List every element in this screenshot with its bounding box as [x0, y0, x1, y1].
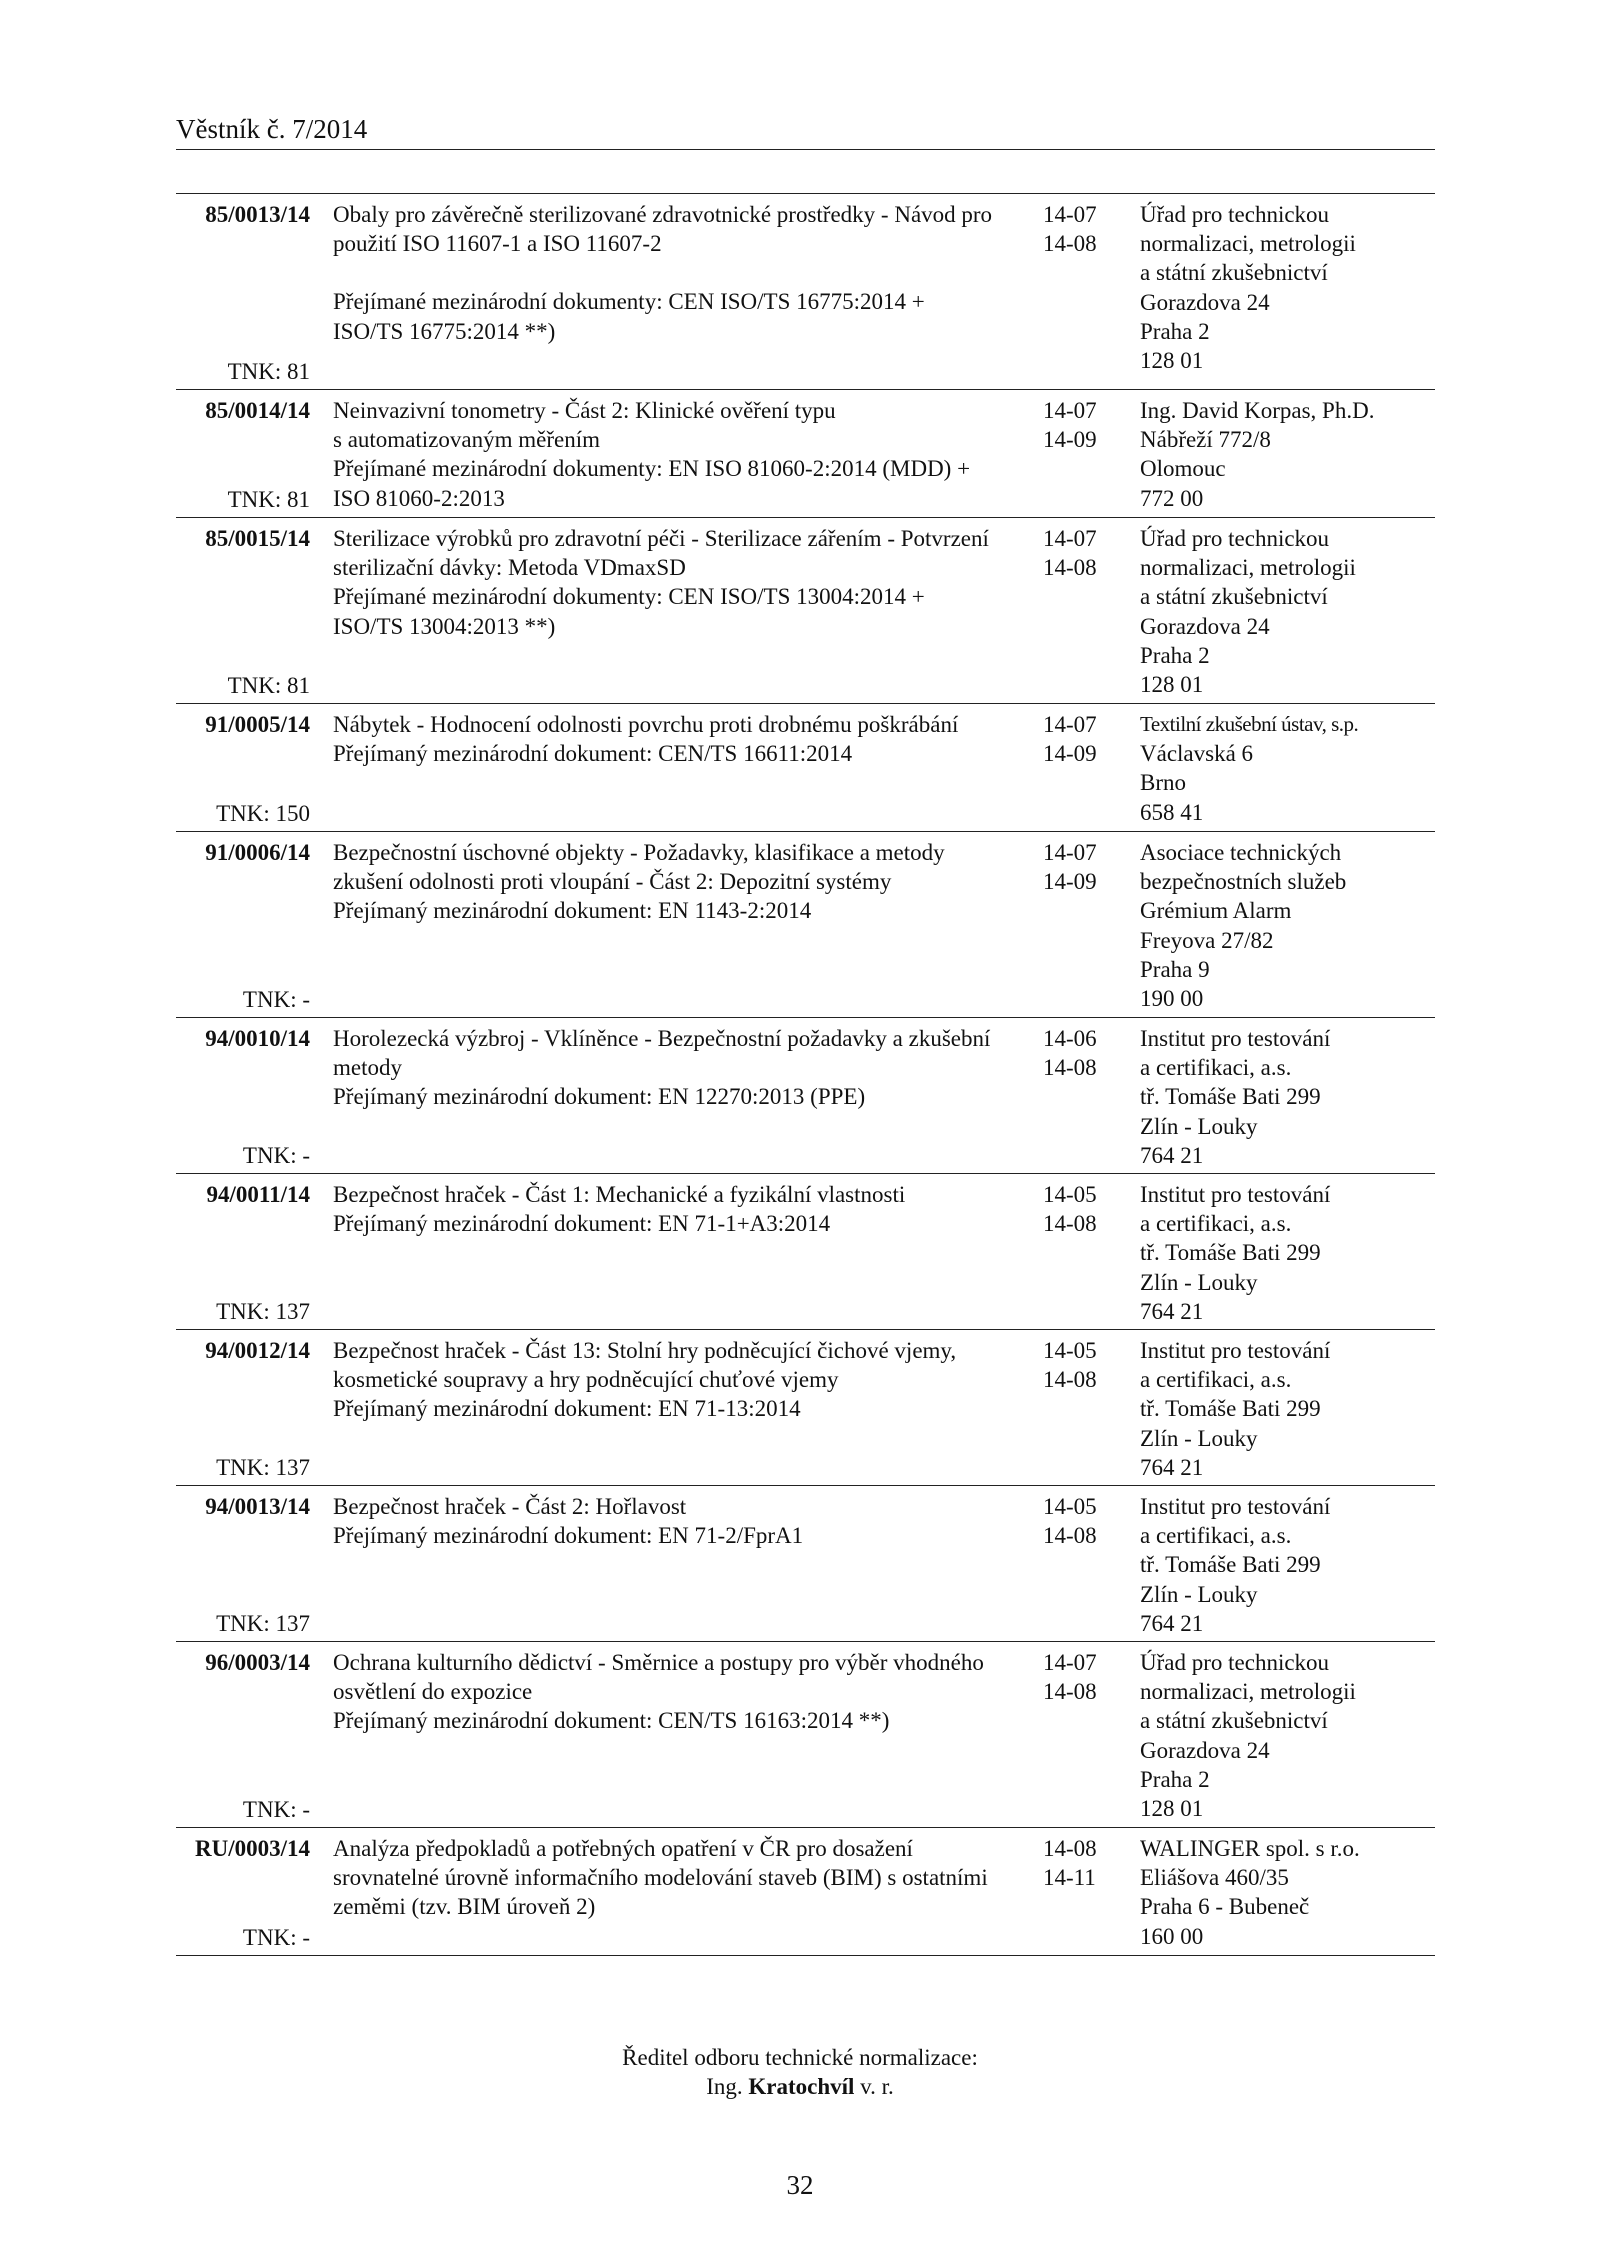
contact-line: Textilní zkušební ústav, s.p. [1140, 712, 1359, 736]
table-row [176, 704, 1435, 832]
id-cell [176, 396, 310, 514]
description-line: Horolezecká výzbroj - Vklíněnce - Bezpečnostní požadavky a zkušební [333, 1026, 991, 1051]
task-number: RU/0003/14 [195, 1836, 310, 1861]
date-line: 14-07 [1043, 712, 1097, 737]
contact-line: Institut pro testování [1140, 1338, 1331, 1363]
contact-line: Grémium Alarm [1140, 898, 1292, 924]
contact-line: Úřad pro technickou [1140, 526, 1330, 551]
date-line: 14-08 [1043, 1211, 1097, 1237]
description-cell [310, 396, 1038, 514]
description-line: zeměmi (tzv. BIM úroveň 2) [333, 1894, 596, 1920]
dates-cell [1038, 1024, 1136, 1170]
tnk-code: TNK: - [242, 986, 310, 1012]
contact-line: 128 01 [1140, 348, 1204, 374]
task-number: 96/0003/14 [205, 1650, 310, 1675]
table-row [176, 1174, 1435, 1330]
description-line: Neinvazivní tonometry - Část 2: Klinické ověření typu [333, 398, 836, 423]
contact-line: Praha 6 - Bubeneč [1140, 1894, 1310, 1920]
id-cell [176, 1834, 310, 1952]
id-cell [176, 200, 310, 386]
contact-cell [1136, 1180, 1435, 1326]
description-cell [310, 838, 1038, 1014]
contact-line: 764 21 [1140, 1454, 1204, 1480]
date-line: 14-07 [1043, 840, 1097, 865]
description-line: Ochrana kulturního dědictví - Směrnice a postupy pro výběr vhodného [333, 1650, 984, 1675]
date-line: 14-09 [1043, 741, 1097, 767]
date-line: 14-09 [1043, 869, 1097, 895]
page-number: 32 [786, 2170, 814, 2200]
contact-line: tř. Tomáše Bati 299 [1140, 1396, 1321, 1422]
contact-cell [1136, 524, 1435, 700]
contact-line: 190 00 [1140, 986, 1204, 1012]
contact-cell [1136, 710, 1435, 828]
contact-line: a certifikaci, a.s. [1140, 1211, 1292, 1237]
description-line: Přejímaný mezinárodní dokument: EN 12270:2013 (PPE) [333, 1084, 866, 1110]
description-line: metody [333, 1055, 402, 1081]
contact-line: WALINGER spol. s r.o. [1140, 1836, 1360, 1861]
description-line: Analýza předpokladů a potřebných opatření v ČR pro dosažení [333, 1836, 913, 1861]
contact-line: 764 21 [1140, 1142, 1204, 1168]
page-header [176, 112, 1435, 150]
contact-line: 764 21 [1140, 1610, 1204, 1636]
description-line: Přejímaný mezinárodní dokument: CEN/TS 16163:2014 **) [333, 1708, 890, 1734]
id-cell [176, 1024, 310, 1170]
date-line: 14-06 [1043, 1026, 1097, 1051]
date-line: 14-08 [1043, 1523, 1097, 1549]
signature-role: Ředitel odboru technické normalizace: [622, 2045, 978, 2070]
contact-line: Gorazdova 24 [1140, 613, 1270, 639]
contact-line: bezpečnostních služeb [1140, 869, 1347, 895]
contact-line: Václavská 6 [1140, 741, 1254, 767]
description-line: Nábytek - Hodnocení odolnosti povrchu proti drobnému poškrábání [333, 712, 959, 737]
table-row [176, 1018, 1435, 1174]
date-line: 14-05 [1043, 1338, 1097, 1363]
tnk-code: TNK: 137 [216, 1454, 310, 1480]
description-cell [310, 524, 1038, 700]
contact-line: tř. Tomáše Bati 299 [1140, 1552, 1321, 1578]
description-line: Přejímaný mezinárodní dokument: EN 71-1+A3:2014 [333, 1211, 831, 1237]
contact-line: Freyova 27/82 [1140, 927, 1274, 953]
contact-line: Institut pro testování [1140, 1026, 1331, 1051]
date-line: 14-07 [1043, 526, 1097, 551]
contact-line: Praha 2 [1140, 1766, 1210, 1792]
table-row [176, 194, 1435, 390]
id-cell [176, 524, 310, 700]
description-line: Bezpečnost hraček - Část 1: Mechanické a fyzikální vlastnosti [333, 1182, 906, 1207]
task-number: 85/0013/14 [205, 202, 310, 227]
contact-line: a certifikaci, a.s. [1140, 1367, 1292, 1393]
task-number: 85/0014/14 [205, 398, 310, 423]
description-line: Přejímané mezinárodní dokumenty: EN ISO 81060-2:2014 (MDD) + [333, 456, 971, 482]
contact-line: Olomouc [1140, 456, 1226, 482]
description-cell [310, 200, 1038, 386]
description-cell [310, 1024, 1038, 1170]
id-cell [176, 838, 310, 1014]
description-line: kosmetické soupravy a hry podněcující chuťové vjemy [333, 1367, 839, 1393]
table-row [176, 518, 1435, 704]
date-line: 14-08 [1043, 1836, 1097, 1861]
contact-line: Zlín - Louky [1140, 1269, 1258, 1295]
contact-line: 160 00 [1140, 1923, 1204, 1949]
description-line: použití ISO 11607-1 a ISO 11607-2 [333, 231, 662, 257]
contact-line: normalizaci, metrologii [1140, 231, 1356, 257]
tnk-code: TNK: - [242, 1796, 310, 1822]
contact-cell [1136, 200, 1435, 386]
date-line: 14-08 [1043, 1367, 1097, 1393]
date-line: 14-07 [1043, 1650, 1097, 1675]
contact-line: Zlín - Louky [1140, 1581, 1258, 1607]
date-line: 14-07 [1043, 398, 1097, 423]
contact-line: Brno [1140, 770, 1186, 796]
contact-line: 128 01 [1140, 1796, 1204, 1822]
contact-cell [1136, 1024, 1435, 1170]
contact-line: 772 00 [1140, 485, 1204, 511]
contact-line: Asociace technických [1140, 840, 1342, 865]
table-row [176, 1642, 1435, 1828]
signature-block [0, 2043, 1600, 2101]
description-line: ISO 81060-2:2013 [333, 485, 505, 511]
task-number: 85/0015/14 [205, 526, 310, 551]
contact-line: Gorazdova 24 [1140, 289, 1270, 315]
table-row [176, 1486, 1435, 1642]
signature-name: Kratochvíl [748, 2074, 855, 2099]
contact-cell [1136, 1336, 1435, 1482]
description-line: Přejímaný mezinárodní dokument: EN 71-13:2014 [333, 1396, 801, 1422]
contact-line: tř. Tomáše Bati 299 [1140, 1240, 1321, 1266]
description-line: zkušení odolnosti proti vloupání - Část 2: Depozitní systémy [333, 869, 892, 895]
contact-line: Gorazdova 24 [1140, 1737, 1270, 1763]
contact-line: a certifikaci, a.s. [1140, 1523, 1292, 1549]
date-line: 14-08 [1043, 1679, 1097, 1705]
dates-cell [1038, 1336, 1136, 1482]
journal-title: Věstník č. 7/2014 [176, 114, 368, 144]
description-line: Bezpečnostní úschovné objekty - Požadavky, klasifikace a metody [333, 840, 945, 865]
table-row [176, 1828, 1435, 1956]
id-cell [176, 1180, 310, 1326]
contact-line: Nábřeží 772/8 [1140, 427, 1271, 453]
description-cell [310, 1834, 1038, 1952]
description-line: Bezpečnost hraček - Část 13: Stolní hry podněcující čichové vjemy, [333, 1338, 957, 1363]
dates-cell [1038, 1180, 1136, 1326]
contact-line: Praha 9 [1140, 956, 1210, 982]
contact-cell [1136, 1648, 1435, 1824]
description-line: Přejímaný mezinárodní dokument: CEN/TS 16611:2014 [333, 741, 853, 767]
description-cell [310, 710, 1038, 828]
task-number: 94/0010/14 [205, 1026, 310, 1051]
signature-name-line [0, 2072, 1600, 2101]
contact-cell [1136, 1834, 1435, 1952]
contact-line: Institut pro testování [1140, 1494, 1331, 1519]
description-line: srovnatelné úrovně informačního modelování staveb (BIM) s ostatními [333, 1865, 988, 1891]
description-line: Přejímané mezinárodní dokumenty: CEN ISO/TS 13004:2014 + [333, 584, 925, 610]
date-line: 14-05 [1043, 1494, 1097, 1519]
id-cell [176, 1648, 310, 1824]
date-line: 14-07 [1043, 202, 1097, 227]
contact-cell [1136, 1492, 1435, 1638]
table-row [176, 390, 1435, 518]
contact-line: Úřad pro technickou [1140, 202, 1330, 227]
signature-prefix: Ing. [706, 2074, 743, 2099]
contact-cell [1136, 838, 1435, 1014]
task-number: 94/0011/14 [206, 1182, 310, 1207]
contact-cell [1136, 396, 1435, 514]
standards-table [176, 193, 1435, 1956]
dates-cell [1038, 524, 1136, 700]
contact-line: Praha 2 [1140, 642, 1210, 668]
tnk-code: TNK: - [242, 1924, 310, 1950]
contact-line: a státní zkušebnictví [1140, 260, 1328, 286]
dates-cell [1038, 1492, 1136, 1638]
contact-line: 128 01 [1140, 672, 1204, 698]
description-line: osvětlení do expozice [333, 1679, 533, 1705]
description-line: Obaly pro závěrečně sterilizované zdravotnické prostředky - Návod pro [333, 202, 993, 227]
dates-cell [1038, 1648, 1136, 1824]
id-cell [176, 1492, 310, 1638]
dates-cell [1038, 200, 1136, 386]
description-line: Sterilizace výrobků pro zdravotní péči - Sterilizace zářením - Potvrzení [333, 526, 989, 551]
table-row [176, 832, 1435, 1018]
task-number: 91/0005/14 [205, 712, 310, 737]
dates-cell [1038, 838, 1136, 1014]
date-line: 14-08 [1043, 555, 1097, 581]
description-cell [310, 1492, 1038, 1638]
tnk-code: TNK: 81 [227, 358, 310, 384]
date-line: 14-11 [1043, 1865, 1096, 1891]
dates-cell [1038, 1834, 1136, 1952]
dates-cell [1038, 396, 1136, 514]
contact-line: 764 21 [1140, 1298, 1204, 1324]
description-line: Přejímané mezinárodní dokumenty: CEN ISO/TS 16775:2014 + [333, 289, 925, 315]
dates-cell [1038, 710, 1136, 828]
tnk-code: TNK: 137 [216, 1610, 310, 1636]
contact-line: Zlín - Louky [1140, 1113, 1258, 1139]
description-cell [310, 1336, 1038, 1482]
date-line: 14-09 [1043, 427, 1097, 453]
tnk-code: TNK: 150 [216, 800, 310, 826]
id-cell [176, 710, 310, 828]
description-line: ISO/TS 16775:2014 **) [333, 318, 556, 344]
tnk-code: TNK: 81 [227, 486, 310, 512]
contact-line: a certifikaci, a.s. [1140, 1055, 1292, 1081]
task-number: 94/0013/14 [205, 1494, 310, 1519]
contact-line: 658 41 [1140, 799, 1204, 825]
description-line: Přejímaný mezinárodní dokument: EN 71-2/FprA1 [333, 1523, 804, 1549]
contact-line: Eliášova 460/35 [1140, 1865, 1289, 1891]
date-line: 14-08 [1043, 1055, 1097, 1081]
id-cell [176, 1336, 310, 1482]
contact-line: Institut pro testování [1140, 1182, 1331, 1207]
contact-line: a státní zkušebnictví [1140, 584, 1328, 610]
description-cell [310, 1180, 1038, 1326]
contact-line: tř. Tomáše Bati 299 [1140, 1084, 1321, 1110]
tnk-code: TNK: - [242, 1142, 310, 1168]
contact-line: normalizaci, metrologii [1140, 1679, 1356, 1705]
description-line [333, 258, 1038, 287]
description-line: Přejímaný mezinárodní dokument: EN 1143-2:2014 [333, 898, 812, 924]
contact-line: Zlín - Louky [1140, 1425, 1258, 1451]
table-row [176, 1330, 1435, 1486]
task-number: 91/0006/14 [205, 840, 310, 865]
date-line: 14-08 [1043, 231, 1097, 257]
description-line: s automatizovaným měřením [333, 427, 600, 453]
task-number: 94/0012/14 [205, 1338, 310, 1363]
contact-line: a státní zkušebnictví [1140, 1708, 1328, 1734]
contact-line: normalizaci, metrologii [1140, 555, 1356, 581]
tnk-code: TNK: 81 [227, 672, 310, 698]
signature-suffix: v. r. [860, 2074, 894, 2099]
contact-line: Ing. David Korpas, Ph.D. [1140, 398, 1375, 423]
description-line: ISO/TS 13004:2013 **) [333, 613, 556, 639]
description-cell [310, 1648, 1038, 1824]
contact-line: Úřad pro technickou [1140, 1650, 1330, 1675]
date-line: 14-05 [1043, 1182, 1097, 1207]
contact-line: Praha 2 [1140, 318, 1210, 344]
tnk-code: TNK: 137 [216, 1298, 310, 1324]
description-line: Bezpečnost hraček - Část 2: Hořlavost [333, 1494, 687, 1519]
description-line: sterilizační dávky: Metoda VDmaxSD [333, 555, 686, 581]
